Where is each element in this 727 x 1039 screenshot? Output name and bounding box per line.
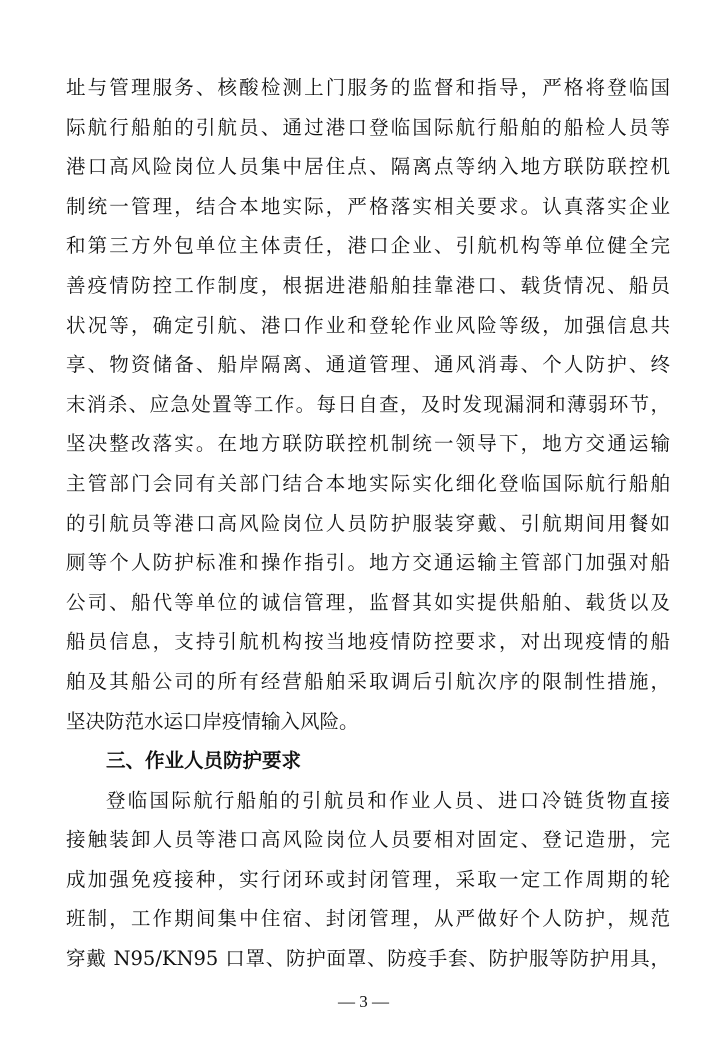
text-line: 舶及其船公司的所有经营船舶采取调后引航次序的限制性措施，	[66, 669, 670, 693]
text-line: 址与管理服务、核酸检测上门服务的监督和指导，严格将登临国	[66, 76, 670, 99]
text-line: 制统一管理，结合本地实际，严格落实相关要求。认真落实企业	[66, 194, 670, 218]
text-line: 港口高风险岗位人员集中居住点、隔离点等纳入地方联防联控机	[66, 155, 670, 179]
text-line: 末消杀、应急处置等工作。每日自查，及时发现漏洞和薄弱环节，	[66, 392, 670, 416]
text-line: 接触装卸人员等港口高风险岗位人员要相对固定、登记造册，完	[66, 828, 670, 852]
paragraph-2	[66, 781, 670, 979]
text-line: 登临国际航行船舶的引航员和作业人员、进口冷链货物直接	[106, 788, 670, 812]
text-line: 主管部门会同有关部门结合本地实际实化细化登临国际航行船舶	[66, 471, 670, 495]
text-line: 坚决整改落实。在地方联防联控机制统一领导下，地方交通运输	[66, 432, 670, 456]
text-line: 际航行船舶的引航员、通过港口登临国际航行船舶的船检人员等	[66, 115, 670, 139]
text-line: 公司、船代等单位的诚信管理，监督其如实提供船舶、载货以及	[66, 590, 670, 614]
text-line: 坚决防范水运口岸疫情输入风险。	[66, 709, 359, 733]
section-heading: 三、作业人员防护要求	[106, 749, 302, 773]
text-line: 成加强免疫接种，实行闭环或封闭管理，采取一定工作周期的轮	[66, 867, 670, 891]
text-line: 班制，工作期间集中住宿、封闭管理，从严做好个人防护，规范	[66, 907, 670, 931]
text-line: 状况等，确定引航、港口作业和登轮作业风险等级，加强信息共	[66, 313, 670, 337]
text-line: 厕等个人防护标准和操作指引。地方交通运输主管部门加强对船	[66, 551, 670, 575]
page-number: — 3 —	[338, 992, 389, 1011]
text-line: 穿戴 N95/KN95 口罩、防护面罩、防疫手套、防护服等防护用具，	[66, 947, 670, 971]
text-line: 善疫情防控工作制度，根据进港船舶挂靠港口、载货情况、船员	[66, 273, 670, 297]
paragraph-1	[66, 68, 670, 741]
text-line: 享、物资储备、船岸隔离、通道管理、通风消毒、个人防护、终	[66, 353, 670, 377]
text-line: 和第三方外包单位主体责任，港口企业、引航机构等单位健全完	[66, 234, 670, 258]
text-line: 的引航员等港口高风险岗位人员防护服装穿戴、引航期间用餐如	[66, 511, 670, 535]
document-body	[66, 68, 670, 979]
text-line: 船员信息，支持引航机构按当地疫情防控要求，对出现疫情的船	[66, 630, 670, 654]
